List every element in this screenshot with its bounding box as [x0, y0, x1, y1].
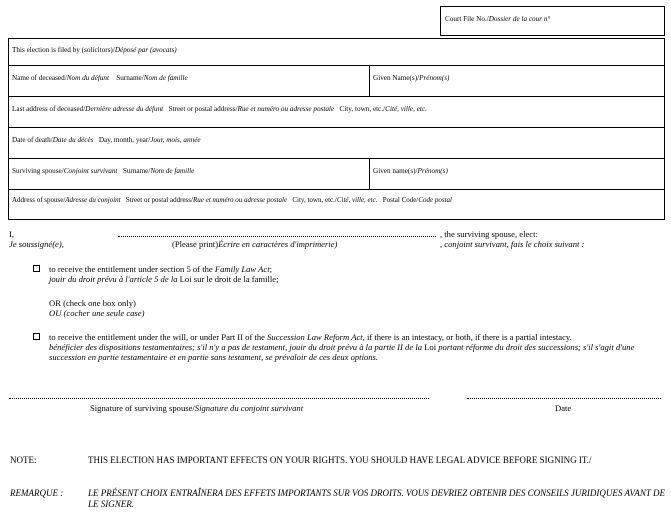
note-text: THIS ELECTION HAS IMPORTANT EFFECTS ON YOUR RIGHTS. YOU SHOULD HAVE LEGAL ADVICE BEFORE SIGNING IT./ — [88, 455, 592, 465]
date-death-label: Date of death/Date du décès Day, month, year/Jour, mois, année — [12, 136, 201, 144]
form-table — [8, 38, 665, 220]
court-file-label: Court File No./Dossier de la cour n° — [445, 15, 551, 23]
last-address-label: Last address of deceased/Dernière adresse du défunt Street or postal address/Rue et numéro ou adresse postale City, town, etc./Cité, ville, etc. — [12, 105, 427, 113]
deceased-surname-field[interactable] — [9, 66, 369, 96]
i-label: I, — [9, 229, 15, 239]
deceased-given-field[interactable] — [370, 66, 664, 96]
spouse-surname-field[interactable] — [9, 159, 369, 189]
spouse-address-label: Address of spouse/Adresse du conjoint Street or postal address/Rue et numéro ou adresse postale City, town, etc./Cité, ville, etc. Postal Code/Code postal — [12, 196, 452, 204]
court-file-box[interactable] — [440, 6, 665, 36]
option2-checkbox[interactable] — [33, 333, 40, 340]
date-label: Date — [555, 403, 572, 413]
or-label: OR (check one box only) — [49, 298, 136, 308]
remarque-label: REMARQUE : — [10, 488, 64, 498]
spouse-address-field[interactable] — [9, 190, 664, 220]
filed-by-field[interactable] — [9, 39, 664, 65]
note-label: NOTE: — [10, 455, 37, 465]
option1-checkbox[interactable] — [33, 265, 40, 272]
elect-label: , the surviving spouse, elect: — [440, 229, 538, 239]
signature-label: Signature of surviving spouse/Signature du conjoint survivant — [90, 403, 304, 413]
option1-text: to receive the entitlement under section 5 of the Family Law Act; jouir du droit prévu à l'article 5 de la Loi sur le droit de la famille; — [49, 264, 279, 284]
deceased-name-label: Name of deceased/Nom du défunt Surname/Nom de famille — [12, 74, 188, 82]
i-label-fr: Je soussigné(e), — [9, 239, 64, 249]
spouse-name-label: Surviving spouse/Conjoint survivant Surname/Nom de famille — [12, 167, 195, 175]
date-death-field[interactable] — [9, 128, 664, 158]
or-label-fr: OU (cocher une seule case) — [49, 308, 145, 318]
remarque-text: LE PRÉSENT CHOIX ENTRAÎNERA DES EFFETS IMPORTANTS SUR VOS DROITS. VOUS DEVRIEZ OBTENIR DES CONSEILS JURIDIQUES AVANT DE LE SIGNER. — [88, 488, 665, 509]
option2-text: to receive the entitlement under the will, or under Part II of the Succession Law Reform Act, if there is an intestacy, or both, if there is a partial intestacy. bénéficier des dispositions testamentaires; s'il n'y a pas de testament, jouir du droit prévu à la partie II de la Loi portant réforme du droit des successions; s'il s'agit d'une succession en partie testamentaire et en partie sans testament, se prévaloir de ces deux options. — [49, 332, 635, 362]
date-line[interactable] — [467, 398, 661, 399]
please-print: (Please print)Écrire en caractères d'imprimerie) — [172, 239, 338, 249]
spouse-name-line[interactable] — [118, 236, 436, 237]
spouse-given-field[interactable] — [370, 159, 664, 189]
elect-label-fr: , conjoint survivant, fais le choix suivant : — [440, 239, 585, 249]
spouse-given-label: Given name(s)/Prénom(s) — [373, 167, 448, 175]
filed-by-label: This election is filed by (solicitors)/Déposé par (avocats) — [12, 46, 177, 54]
last-address-field[interactable] — [9, 97, 664, 127]
deceased-given-label: Given Name(s)/Prénom(s) — [373, 74, 450, 82]
signature-line[interactable] — [9, 398, 429, 399]
